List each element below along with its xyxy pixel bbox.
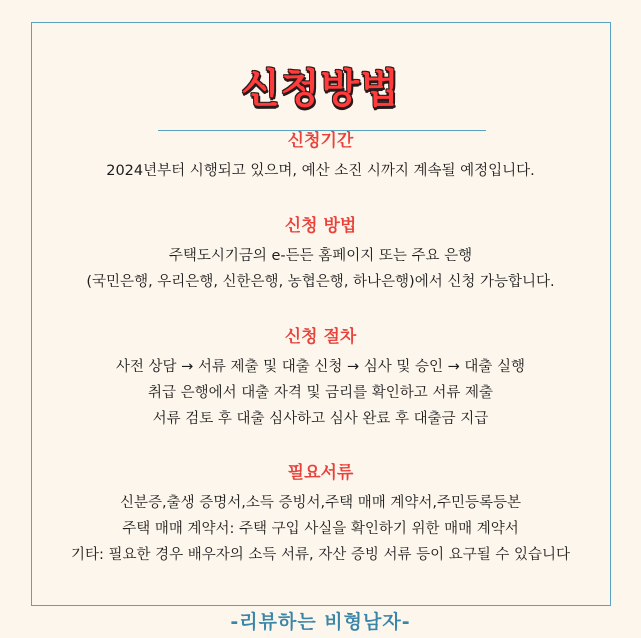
section-heading: 필요서류 — [287, 463, 354, 483]
section-line: 신분증,출생 증명서,소득 증빙서,주택 매매 계약서,주민등록등본 — [119, 495, 522, 511]
section-line: 서류 검토 후 대출 심사하고 심사 완료 후 대출금 지급 — [152, 411, 489, 427]
section-line: 취급 은행에서 대출 자격 및 금리를 확인하고 서류 제출 — [147, 385, 494, 401]
section-line: 주택도시기금의 e-든든 홈페이지 또는 주요 은행 — [168, 248, 473, 264]
section-heading: 신청기간 — [287, 131, 354, 151]
section-line: (국민은행, 우리은행, 신한은행, 농협은행, 하나은행)에서 신청 가능합니다. — [86, 274, 555, 290]
section-required-documents — [0, 462, 641, 568]
section-line: 주택 매매 계약서: 주택 구입 사실을 확인하기 위한 매매 계약서 — [122, 521, 519, 537]
section-application-procedure — [0, 326, 641, 432]
section-application-period — [0, 130, 641, 184]
section-line: 기타: 필요한 경우 배우자의 소득 서류, 자산 증빙 서류 등이 요구될 수 있습니다 — [70, 547, 571, 563]
section-heading: 신청 방법 — [284, 216, 357, 236]
page-title: 신청방법 — [241, 66, 400, 112]
section-line: 사전 상담 → 서류 제출 및 대출 신청 → 심사 및 승인 → 대출 실행 — [115, 359, 526, 375]
section-application-method — [0, 215, 641, 295]
section-heading: 신청 절차 — [284, 327, 357, 347]
section-line: 2024년부터 시행되고 있으며, 예산 소진 시까지 계속될 예정입니다. — [106, 163, 535, 179]
footer-signature: -리뷰하는 비형남자- — [230, 611, 411, 633]
